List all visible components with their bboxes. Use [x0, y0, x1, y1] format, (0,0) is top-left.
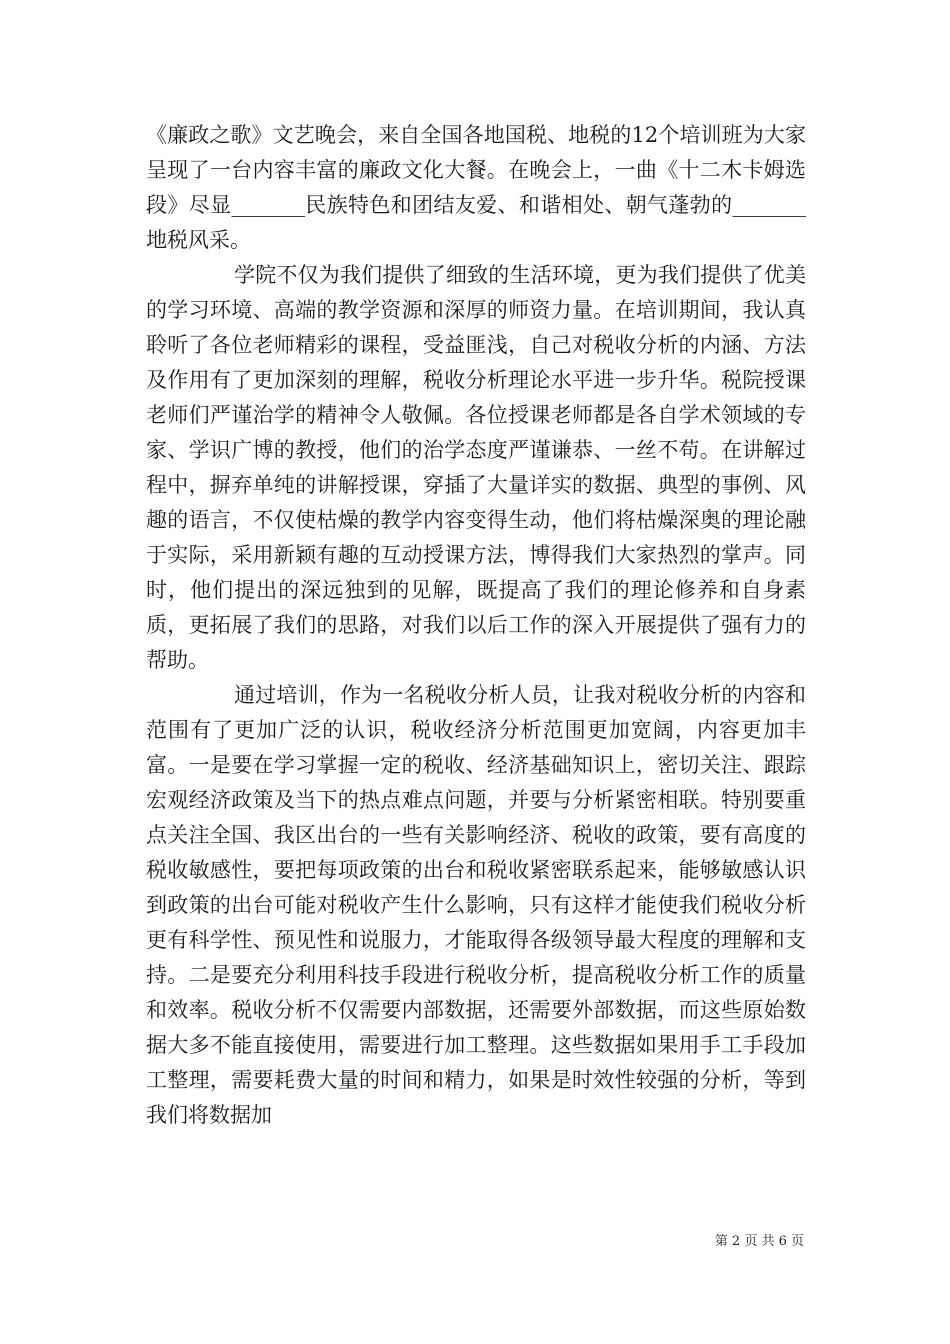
page-indicator: 第 2 页 共 6 页	[714, 1234, 804, 1249]
document-body	[146, 118, 806, 1133]
paragraph-2: 学院不仅为我们提供了细致的生活环境，更为我们提供了优美的学习环境、高端的教学资源和深厚的师资力量。在培训期间，我认真聆听了各位老师精彩的课程，受益匪浅，自己对税收分析的内涵、方法及作用有了更加深刻的理解，税收分析理论水平进一步升华。税院授课老师们严谨治学的精神令人敬佩。各位授课老师都是各自学术领域的专家、学识广博的教授，他们的治学态度严谨谦恭、一丝不苟。在讲解过程中，摒弃单纯的讲解授课，穿插了大量详实的数据、典型的事例、风趣的语言，不仅使枯燥的教学内容变得生动，他们将枯燥深奥的理论融于实际，采用新颖有趣的互动授课方法，博得我们大家热烈的掌声。同时，他们提出的深远独到的见解，既提高了我们的理论修养和自身素质，更拓展了我们的思路，对我们以后工作的深入开展提供了强有力的帮助。	[146, 263, 806, 672]
paragraph-1: 《廉政之歌》文艺晚会，来自全国各地国税、地税的12个培训班为大家呈现了一台内容丰富的廉政文化大餐。在晚会上，一曲《十二木卡姆选段》尽显_______民族特色和团结友爱、和谐相处、朝气蓬勃的_______地税风采。	[146, 123, 806, 252]
paragraph-3: 通过培训，作为一名税收分析人员，让我对税收分析的内容和范围有了更加广泛的认识，税收经济分析范围更加宽阔，内容更加丰富。一是要在学习掌握一定的税收、经济基础知识上，密切关注、跟踪宏观经济政策及当下的热点难点问题，并要与分析紧密相联。特别要重点关注全国、我区出台的一些有关影响经济、税收的政策，要有高度的税收敏感性，要把每项政策的出台和税收紧密联系起来，能够敏感认识到政策的出台可能对税收产生什么影响，只有这样才能使我们税收分析更有科学性、预见性和说服力，才能取得各级领导最大程度的理解和支持。二是要充分利用科技手段进行税收分析，提高税收分析工作的质量和效率。税收分析不仅需要内部数据，还需要外部数据，而这些原始数据大多不能直接使用，需要进行加工整理。这些数据如果用手工手段加工整理，需要耗费大量的时间和精力，如果是时效性较强的分析，等到我们将数据加	[146, 683, 806, 1127]
